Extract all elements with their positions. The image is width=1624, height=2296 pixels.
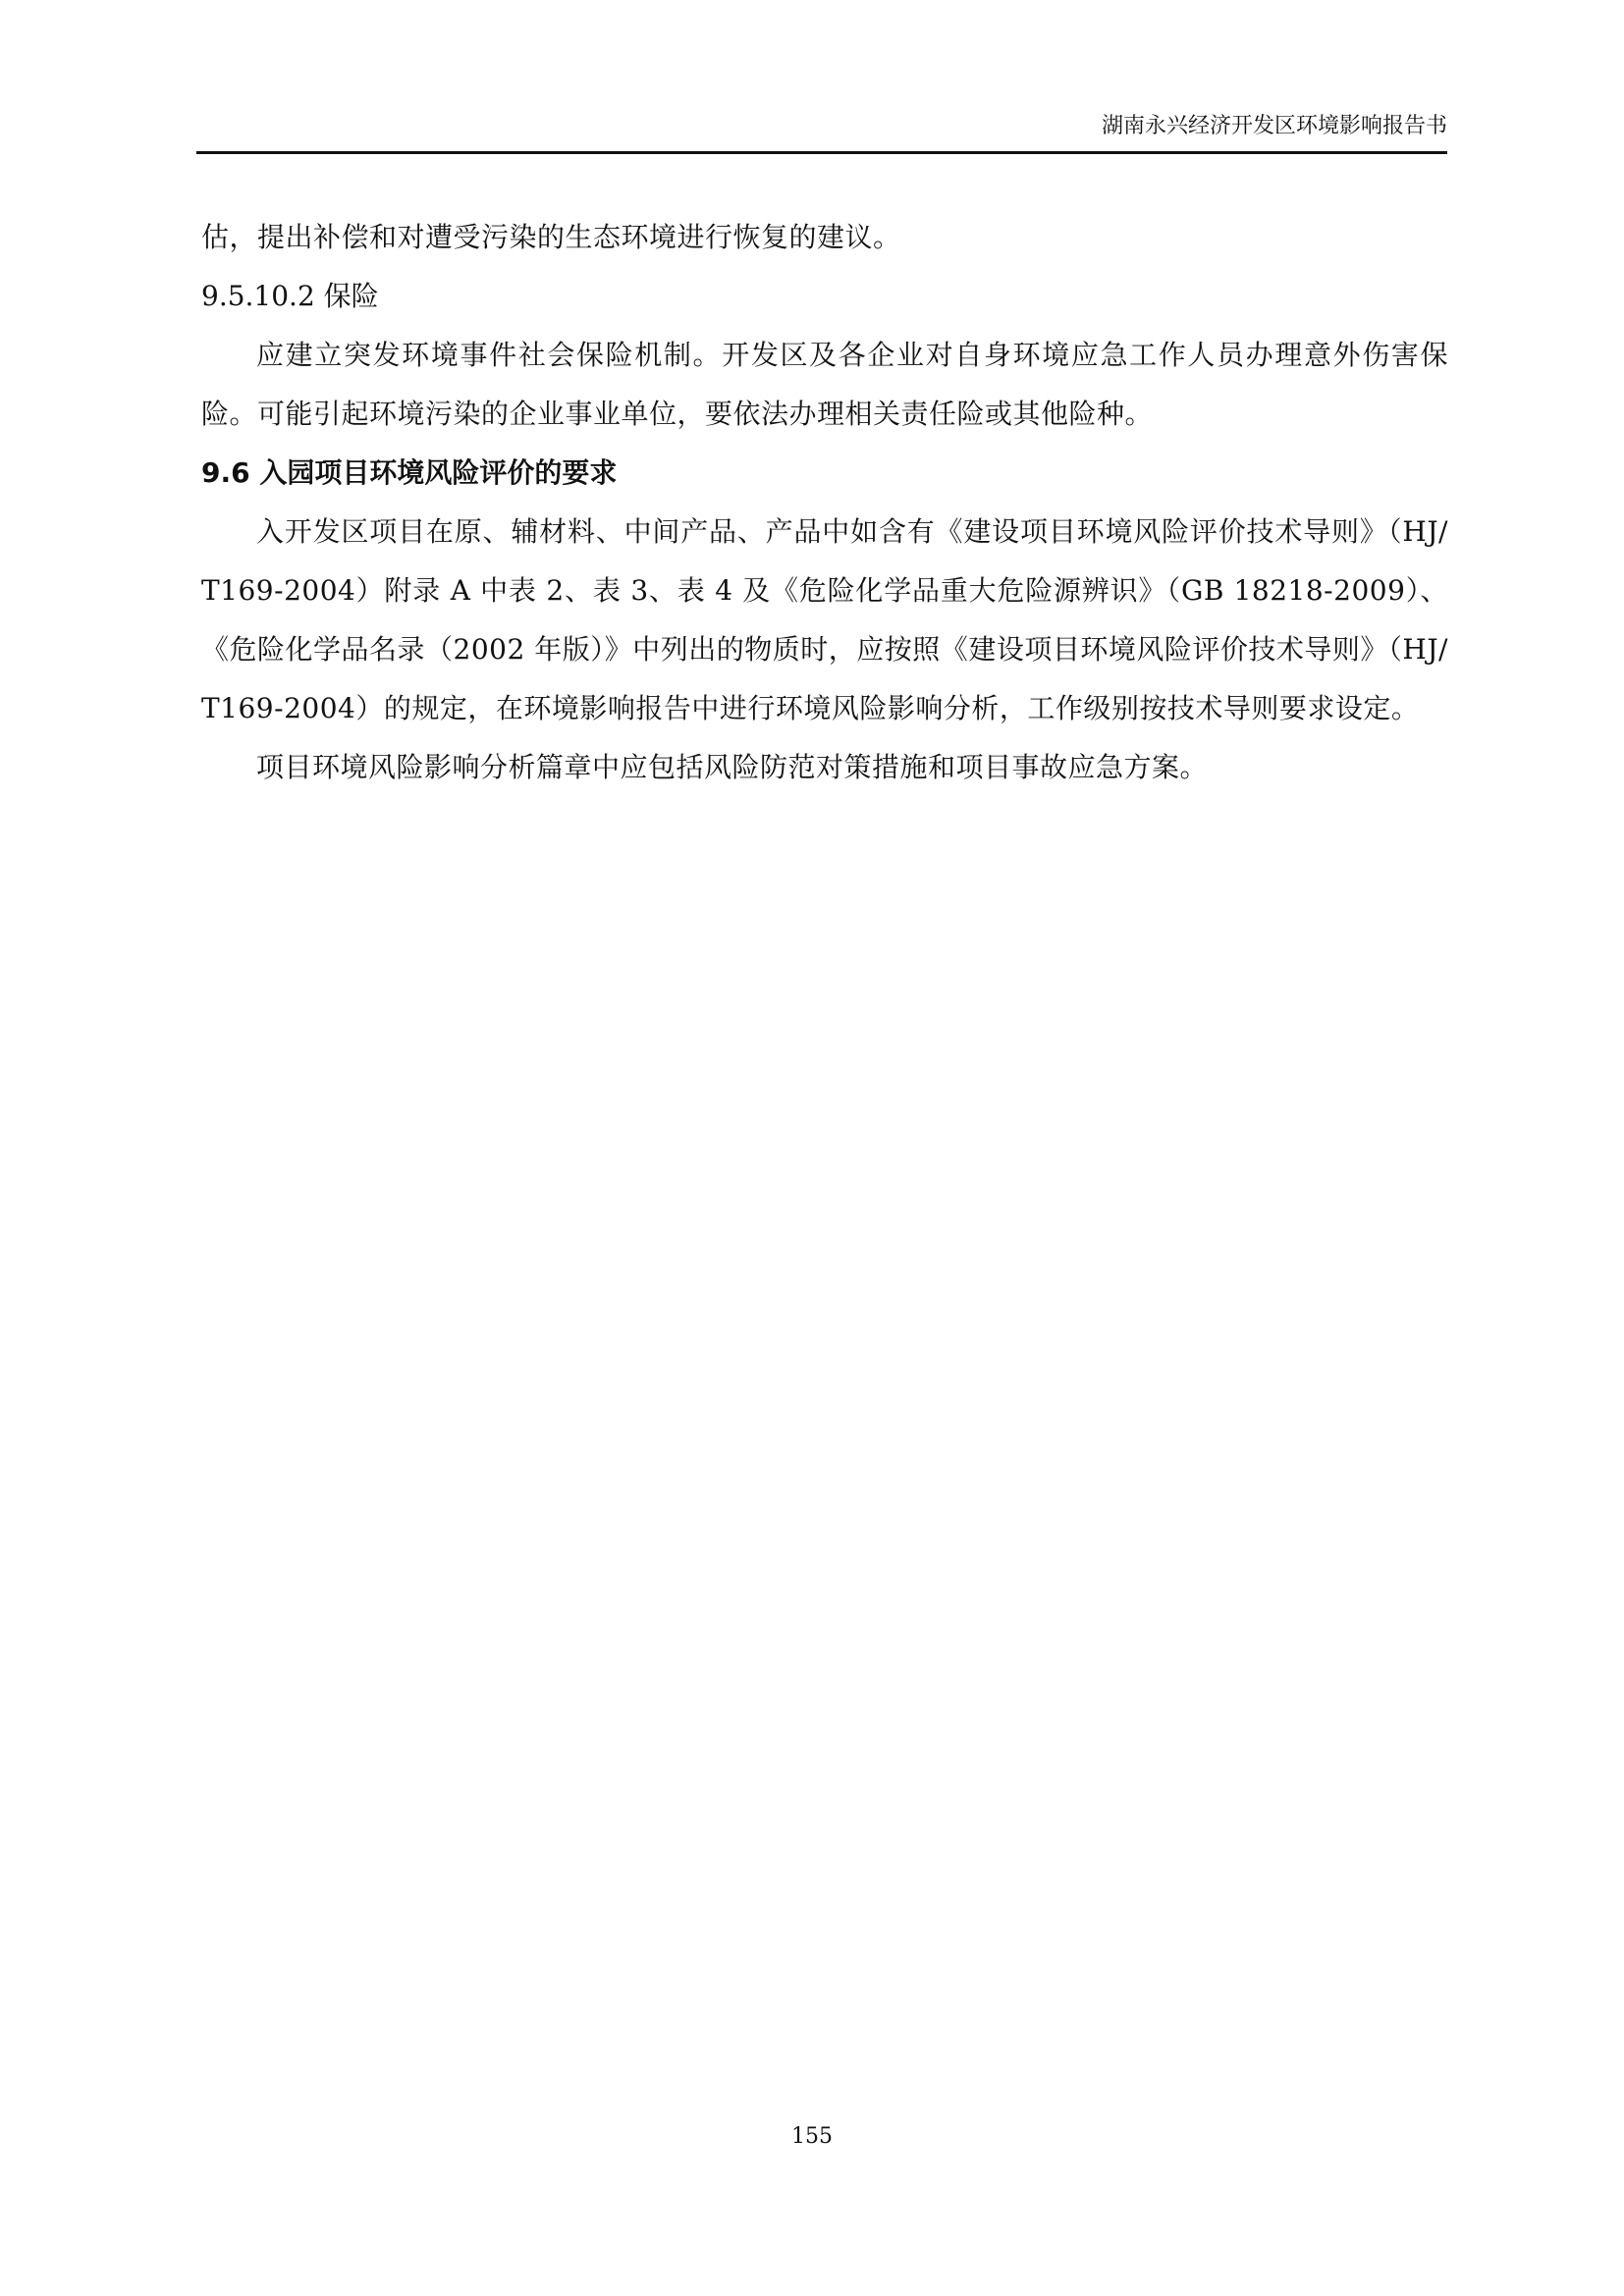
section-heading-9-6: 9.6 入园项目环境风险评价的要求 <box>201 456 618 489</box>
section-heading-9-5-10-2: 9.5.10.2 保险 <box>201 280 379 312</box>
document-body <box>201 208 1448 797</box>
risk-assessment-paragraph: 入开发区项目在原、辅材料、中间产品、产品中如含有《建设项目环境风险评价技术导则》（HJ/T169-2004）附录 A 中表 2、表 3、表 4 及《危险化学品重大危险源辨识》（GB 18218-2009）、《危险化学品名录（2002 年版）》中列出的物质时，应按照《建设项目环境风险评价技术导则》（HJ/T169-2004）的规定，在环境影响报告中进行环境风险影响分析，工作级别按技术导则要求设定。 <box>201 515 1448 724</box>
page-header <box>196 110 1447 154</box>
insurance-paragraph: 应建立突发环境事件社会保险机制。开发区及各企业对自身环境应急工作人员办理意外伤害保险。可能引起环境污染的企业事业单位，要依法办理相关责任险或其他险种。 <box>201 339 1448 430</box>
page-number: 155 <box>791 2124 833 2149</box>
risk-analysis-paragraph: 项目环境风险影响分析篇章中应包括风险防范对策措施和项目事故应急方案。 <box>256 751 1209 783</box>
continuation-paragraph: 估，提出补偿和对遭受污染的生态环境进行恢复的建议。 <box>201 221 901 253</box>
header-title: 湖南永兴经济开发区环境影响报告书 <box>1101 114 1447 138</box>
